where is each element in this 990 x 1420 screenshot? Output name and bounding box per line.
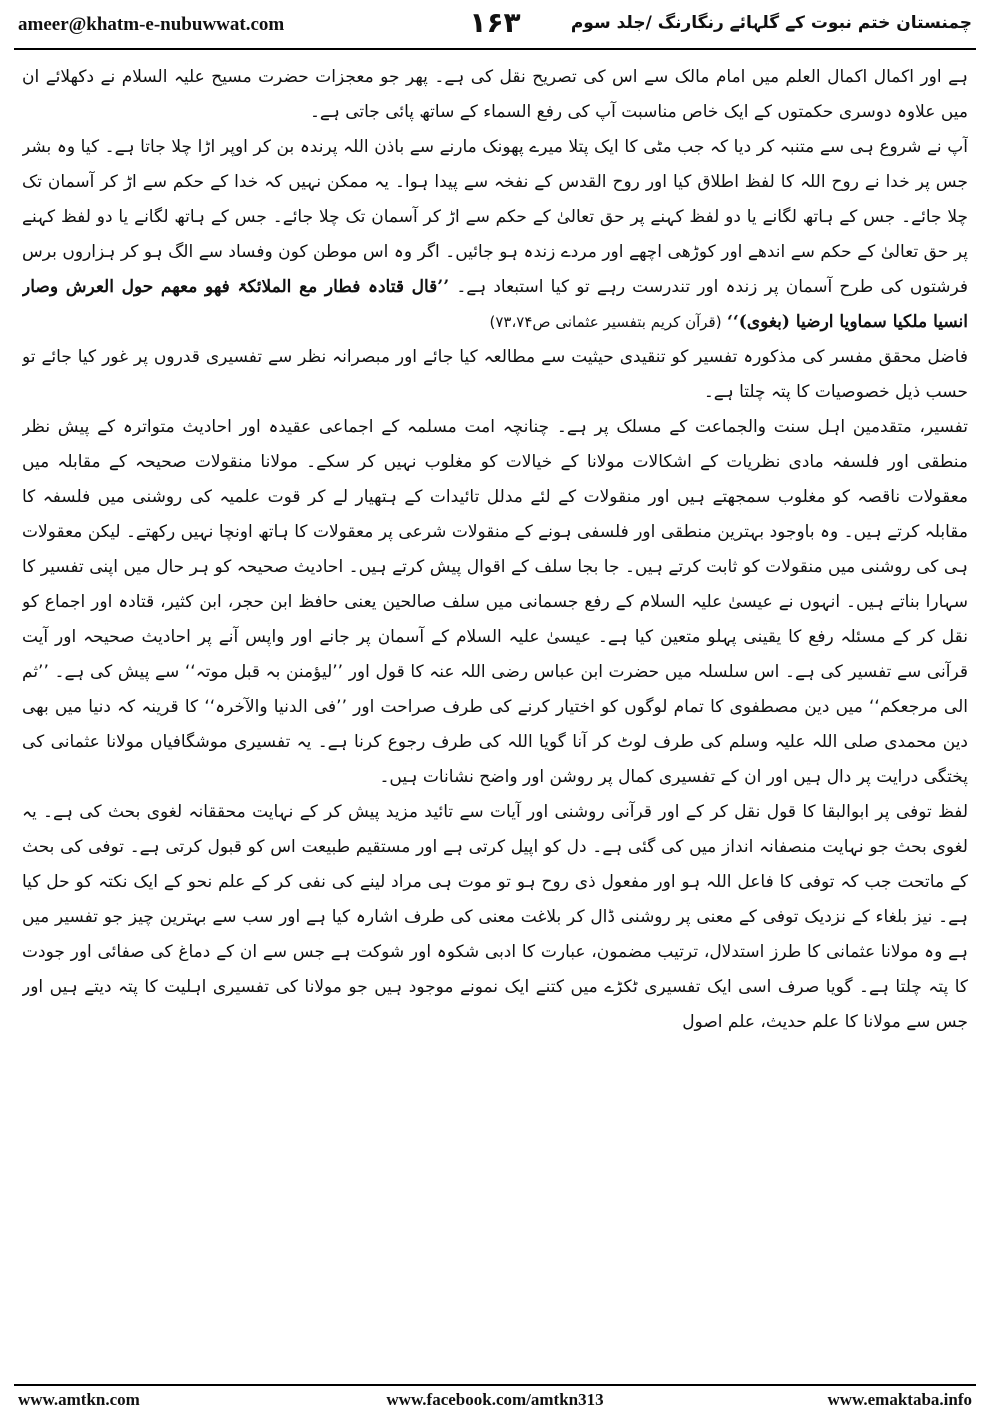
header-email: ameer@khatm-e-nubuwwat.com [18, 14, 285, 35]
footer-rule [14, 1384, 976, 1386]
paragraph-5: لفظ توفی پر ابوالبقا کا قول نقل کر کے اور قرآنی روشنی اور آیات سے تائید مزید پیش کر کے نہایت محققانہ لغوی بحث کی ہے۔ یہ لغوی بحث جو نہایت منصفانہ انداز میں کی گئی ہے۔ دل کو اپیل کرتی ہے اور مستقیم طبیعت اس کو قبول کرتی ہے۔ توفی کی بحث کے ماتحت جب کہ توفی کا فاعل اللہ ہو اور مفعول ذی روح ہو تو موت ہی مراد لینے کی نفی کر کے علم نحو کے ایک نکتہ کو حل کیا ہے۔ نیز بلغاء کے نزدیک توفی کے معنی پر روشنی ڈال کر بلاغت معنی کی طرف اشارہ کیا ہے اور سب سے بہترین چیز جو تفسیر میں ہے وہ مولانا عثمانی کا طرز استدلال، ترتیب مضمون، عبارت کا ادبی شکوہ اور شوکت ہے جس سے ان کے دماغ کی صفائی اور جودت کا پتہ چلتا ہے۔ گویا صرف اسی ایک تفسیری ٹکڑے میں کتنے ایک نمونے موجود ہیں جو مولانا کی تفسیری اہلیت کا پتہ دیتے ہیں اور جس سے مولانا کا علم حدیث، علم اصول [22, 802, 968, 1032]
paragraph-2-text: آپ نے شروع ہی سے متنبہ کر دیا کہ جب مٹی کا ایک پتلا میرے پھونک مارنے سے باذن اللہ پرندہ بن کر اوپر اڑا چلا جاتا ہے۔ کیا وہ بشر جس پر خدا نے روح اللہ کا لفظ اطلاق کیا اور روح القدس کے نفخہ سے پیدا ہوا۔ یہ ممکن نہیں کہ خدا کے حکم سے اڑ کر آسمان تک چلا جائے۔ جس کے ہاتھ لگانے یا دو لفظ کہنے پر حق تعالیٰ کے حکم سے اڑ کر آسمان تک چلا جائے۔ جس کے ہاتھ لگانے یا دو لفظ کہنے پر حق تعالیٰ کے حکم سے اندھے اور کوڑھی اچھے اور مردے زندہ ہو جائیں۔ اگر وہ اس موطن کون وفساد سے الگ ہو کر ہزاروں برس فرشتوں کی طرح آسمان پر زندہ اور تندرست رہے تو کیا استبعاد ہے۔ [22, 137, 968, 297]
book-title: چمنستان ختم نبوت کے گلہائے رنگارنگ /جلد سوم [570, 13, 972, 33]
page-number: ۱۶۳ [469, 6, 521, 39]
paragraph-2 [22, 130, 968, 340]
arabic-quote: ’’قال قتادہ فطار مع الملائکۃ فھو معھم حول العرش وصار انسیا ملکیا سماویا ارضیا (بغوی)‘‘ [22, 277, 968, 332]
paragraph-4: تفسیر، متقدمین اہل سنت والجماعت کے مسلک پر ہے۔ چنانچہ امت مسلمہ کے اجماعی عقیدہ اور احادیث متواترہ کے پیش نظر منطقی اور فلسفہ مادی نظریات کے اشکالات مولانا کے خیالات کو مغلوب نہیں کر سکے۔ مولانا منقولات صحیحہ کے مقابلہ میں معقولات ناقصہ کو مغلوب سمجھتے ہیں اور منقولات کے لئے مدلل تائیدات کے ہتھیار لے کر قوت علمیہ کی روشنی میں فلسفہ کا مقابلہ کرتے ہیں۔ وہ باوجود بہترین منطقی اور فلسفی ہونے کے منقولات شرعی پر معقولات کا ہاتھ اونچا نہیں رکھتے۔ لیکن معقولات ہی کی روشنی میں منقولات کو ثابت کرتے ہیں۔ جا بجا سلف کے اقوال پیش کرتے ہیں۔ احادیث صحیحہ کو ہر حال میں اپنی تفسیر کا سہارا بناتے ہیں۔ انہوں نے عیسیٰ علیہ السلام کے رفع جسمانی میں سلف صالحین یعنی حافظ ابن حجر، ابن کثیر، قتادہ اور اجماع کو نقل کر کے مسئلہ رفع کا یقینی پہلو متعین کیا ہے۔ عیسیٰ علیہ السلام کے آسمان پر جانے اور واپس آنے پر احادیث صحیحہ اور آیت قرآنی سے تفسیر کی ہے۔ اس سلسلہ میں حضرت ابن عباس رضی اللہ عنہ کا قول اور ’’لیؤمنن بہ قبل موتہ‘‘ سے پیش کی ہے۔ ’’ثم الی مرجعکم‘‘ میں دین مصطفوی کا تمام لوگوں کو اختیار کرنے کی طرف صراحت اور ’’فی الدنیا والآخرہ‘‘ کا قرینہ کہ دنیا میں بھی دین محمدی صلی اللہ علیہ وسلم کی طرف لوٹ کر آنا گویا اللہ کی طرف رجوع کرنا ہے۔ یہ تفسیری موشگافیاں مولانا عثمانی کی پختگی درایت پر دال ہیں اور ان کے تفسیری کمال پر روشن اور واضح نشانات ہیں۔ [22, 417, 968, 787]
footer-link-emaktaba[interactable]: www.emaktaba.info [827, 1390, 972, 1409]
paragraph-1: ہے اور اکمال اکمال العلم میں امام مالک سے اس کی تصریح نقل کی ہے۔ پھر جو معجزات حضرت مسیح علیہ السلام نے دکھلائے ان میں علاوہ دوسری حکمتوں کے ایک خاص مناسبت آپ کی رفع السماء کے ساتھ پائی جاتی ہے۔ [22, 67, 968, 122]
page-body [22, 60, 968, 1378]
page-header [18, 6, 972, 46]
footer-link-amtkn[interactable]: www.amtkn.com [18, 1390, 140, 1409]
reference-citation: (قرآن کریم بتفسیر عثمانی ص۷۳،۷۴) [489, 313, 722, 331]
header-rule [14, 48, 976, 50]
paragraph-3: فاضل محقق مفسر کی مذکورہ تفسیر کو تنقیدی حیثیت سے مطالعہ کیا جائے اور مبصرانہ نظر سے تفسیری قدروں پر غور کیا جائے تو حسب ذیل خصوصیات کا پتہ چلتا ہے۔ [22, 347, 968, 402]
page-footer [18, 1390, 972, 1416]
footer-link-facebook[interactable]: www.facebook.com/amtkn313 [386, 1390, 604, 1409]
